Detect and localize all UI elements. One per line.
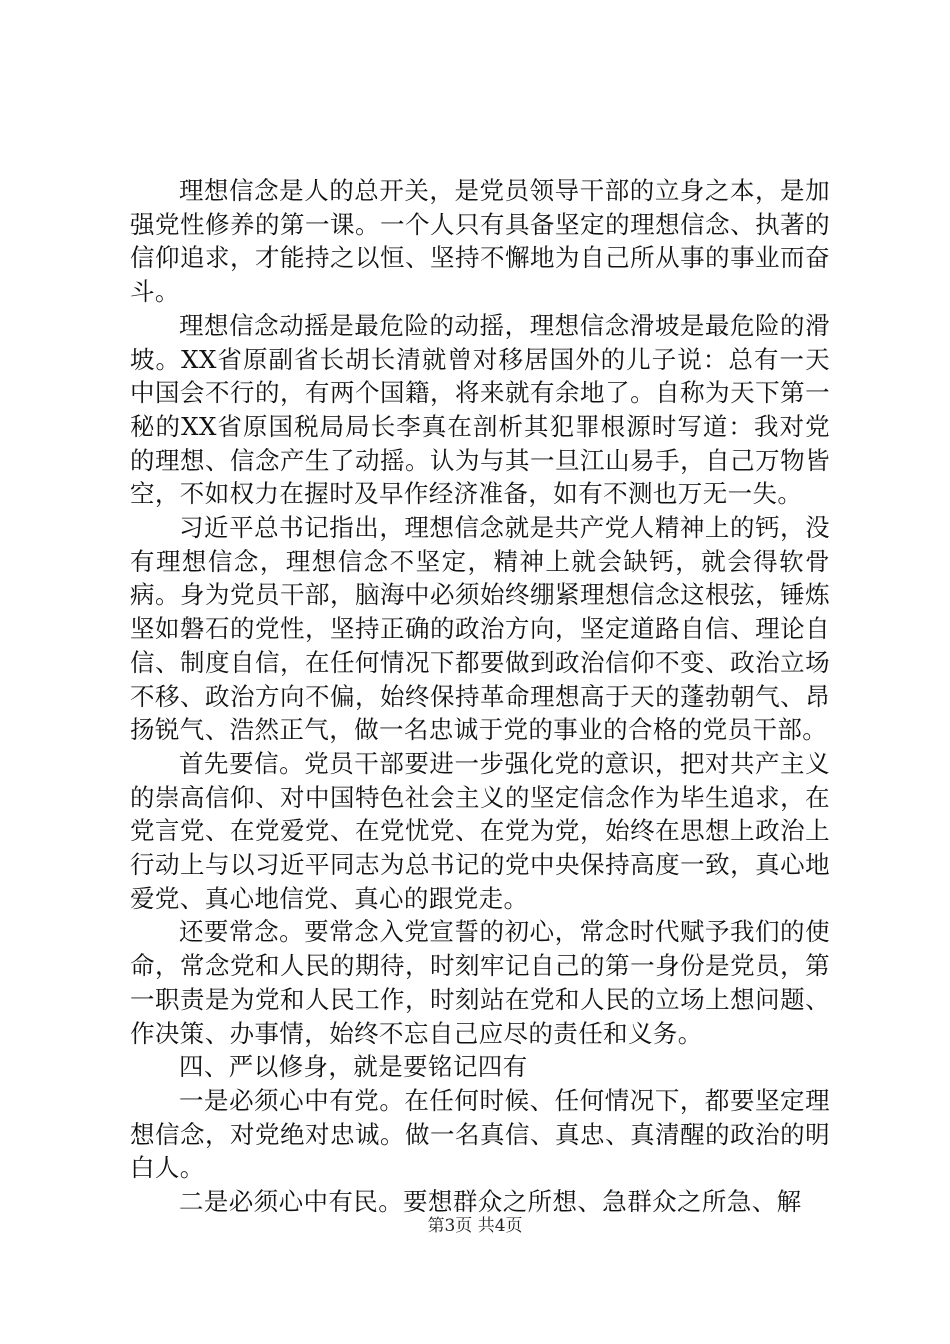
section-heading: 四、严以修身，就是要铭记四有 [179,1052,528,1082]
page-footer: 第3页 共4页 [427,1216,523,1236]
paragraph: 理想信念是人的总开关，是党员领导干部的立身之本，是加强党性修养的第一课。一个人只有具备坚定的理想信念、执著的信仰追求，才能持之以恒、坚持不懈地为自己所从事的事业而奋斗。 [130,176,830,307]
paragraph: 二是必须心中有民。要想群众之所想、急群众之所急、解 [179,1187,802,1217]
paragraph: 一是必须心中有党。在任何时候、任何情况下，都要坚定理想信念，对党绝对忠诚。做一名真信、真忠、真清醒的政治的明白人。 [130,1085,830,1183]
document-body [130,174,830,1219]
paragraph: 还要常念。要常念入党宣誓的初心，常念时代赋予我们的使命，常念党和人民的期待，时刻牢记自己的第一身份是党员，第一职责是为党和人民工作，时刻站在党和人民的立场上想问题、作决策、办事情，始终不忘自己应尽的责任和义务。 [130,917,830,1048]
paragraph: 首先要信。党员干部要进一步强化党的意识，把对共产主义的崇高信仰、对中国特色社会主义的坚定信念作为毕生追求，在党言党、在党爱党、在党忧党、在党为党，始终在思想上政治上行动上与以习近平同志为总书记的党中央保持高度一致，真心地爱党、真心地信党、真心的跟党走。 [130,748,830,913]
paragraph: 习近平总书记指出，理想信念就是共产党人精神上的钙，没有理想信念，理想信念不坚定，精神上就会缺钙，就会得软骨病。身为党员干部，脑海中必须始终绷紧理想信念这根弦，锤炼坚如磐石的党性，坚持正确的政治方向，坚定道路自信、理论自信、制度自信，在任何情况下都要做到政治信仰不变、政治立场不移、政治方向不偏，始终保持革命理想高于天的蓬勃朝气、昂扬锐气、浩然正气，做一名忠诚于党的事业的合格的党员干部。 [130,513,830,745]
paragraph: 理想信念动摇是最危险的动摇，理想信念滑坡是最危险的滑坡。XX省原副省长胡长清就曾对移居国外的儿子说：总有一天中国会不行的，有两个国籍，将来就有余地了。自称为天下第一秘的XX省原国税局局长李真在剖析其犯罪根源时写道：我对党的理想、信念产生了动摇。认为与其一旦江山易手，自己万物皆空，不如权力在握时及早作经济准备，如有不测也万无一失。 [130,310,830,509]
